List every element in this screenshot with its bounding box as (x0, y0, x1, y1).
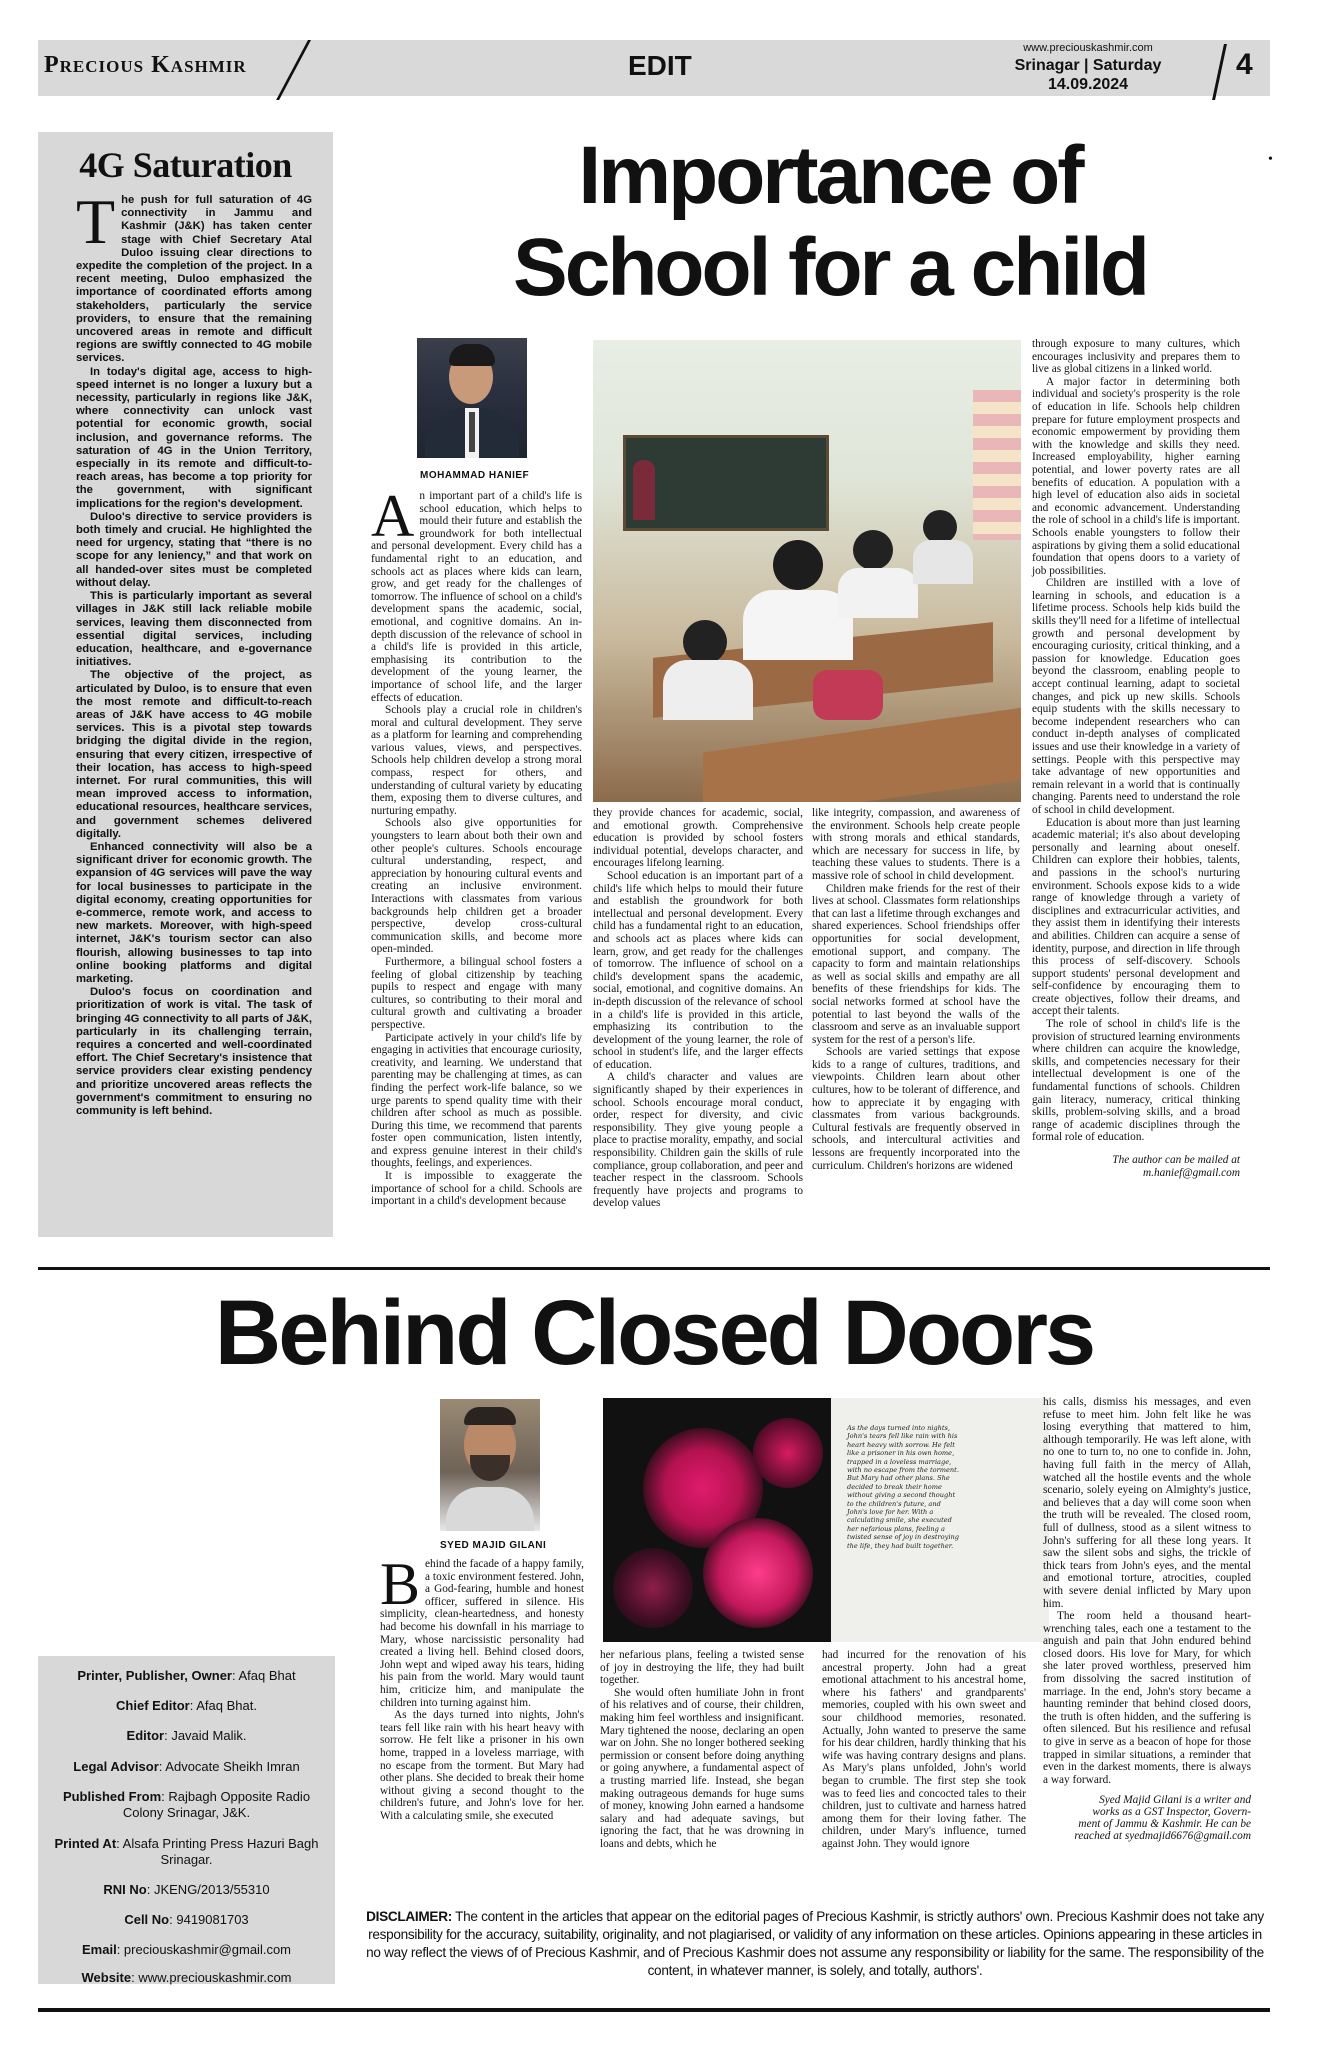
photo-caption-card (831, 1398, 1049, 1642)
sidebar-paragraph: Duloo's focus on coordination and prioritization of work is vital. The task of bringing 4G connectivity to all parts of J&K, particularly in its challenging terrain, requires a concerted and well-coordinated effort. The Chief Secretary's insistence that service providers clear existing pendency and prioritize uncovered areas reflects the government's commitment to ensuring no community is left behind. (76, 986, 312, 1118)
imprint-row: Chief Editor: Afaq Bhat. (116, 1698, 257, 1713)
page-number: 4 (1236, 48, 1253, 81)
masthead-date (998, 56, 1178, 94)
disclaimer (365, 1908, 1265, 1980)
article1-author: MOHAMMAD HANIEF (420, 470, 530, 481)
issue-date: 14.09.2024 (1047, 76, 1129, 93)
imprint-row: Cell No: 9419081703 (124, 1912, 249, 1927)
article1-column-3: like integrity, compassion, and awareness of the environment. Schools help create people with strong morals and ethical standards, which are necessary for success in life, by teaching these values to students. There is a massive role of school in child development. Children make friends for the rest of their lives at school. Classmates form relationships that can last a lifetime through exchanges and shared experiences. School friendships offer opportunities for social development, emotional support, and company. The capacity to form and maintain relationships as well as social skills and empathy are all benefits of these friendships for kids. The social networks formed at school have the potential to last beyond the walls of the classroom and serve as an invaluable support system for the rest of a person's life. Schools are varied settings that expose kids to a range of cultures, traditions, and viewpoints. Children learn about other cultures, how to be tolerant of difference, and how to appreciate it by engaging with classmates from various backgrounds. Cultural festivals are frequently observed in schools, and intercultural activities and lessons are frequently incorporated into the curriculum. Children's horizons are widened (812, 807, 1020, 1172)
imprint-row: Editor: Javaid Malik. (126, 1728, 247, 1743)
imprint-row: Email: preciouskashmir@gmail.com (82, 1942, 291, 1957)
section-divider (38, 1267, 1270, 1270)
sidebar-paragraph: The objective of the project, as articulated by Duloo, is to ensure that even the most remote and difficult-to-reach areas of J&K have access to 4G mobile services. This is a pivotal step towards bridging the digital divide in the region, ensuring that every citizen, irrespective of their location, has access to high-speed internet. For rural communities, this will mean improved access to information, educational resources, healthcare services, and government schemes delivered digitally. (76, 669, 312, 840)
dropcap: T (76, 186, 116, 257)
flowers-photo (603, 1398, 1049, 1642)
masthead (38, 40, 1270, 96)
city-day: Srinagar | Saturday (1014, 57, 1162, 74)
article1-column-4: through exposure to many cultures, which encourages inclusivity and prepares them to live as global citizens in a linked world. A major factor in determining both individual and society's prosperity is the role of education in life. Schools help children prepare for future employment prospects and economic empowerment by providing them with the knowledge and skills they need. Increased employability, higher earning potential, and lower poverty rates are all benefits of education. A population with a high level of education also aids in societal and economic advancement. Understanding the role of school in a child's life is important. Schools enable youngsters to follow their aspirations by giving them a solid educational foundation that opens doors to a variety of job possibilities. Children are instilled with a love of learning in schools, and education is a lifetime process. Schools help kids build the skills they'll need for a lifetime of intellectual growth and personal development by encouraging curiosity, critical thinking, and a passion for knowledge. Education goes beyond the classroom, enabling people to accept continual learning, adapt to societal changes, and pick up new skills. Schools equip students with the skills necessary to become independent researchers who can conduct in-depth analyses of complicated issues and use their knowledge in a variety of settings. People with this perspective may take advantage of new opportunities and remain relevant in a world that is continually changing. Parents need to understand the role of school in child development. Education is about more than just learning academic material; it's also about developing personally and learning about oneself. Children can explore their hobbies, talents, and passions in the school's nurturing environment. Schools expose kids to a wide range of knowledge through a variety of disciplines and extracurricular activities, and they assist them in identifying their interests and abilities. Children can acquire a sense of identity, purpose, and direction in life through this process of self-discovery. Schools support students' personal development and self-confidence by encouraging them to create objectives, follow their dreams, and accept their talents. The role of school in child's life is the provision of structured learning environments where children can acquire the knowledge, skills, and competencies necessary for their intellectual development is one of the fundamental functions of schools. Children gain literacy, numeracy, critical thinking skills, problem-solving skills, and a broad range of academic disciplines through the formal role of education. The author can be mailed at m.hanief@gmail.com (1032, 338, 1240, 1179)
author-photo-mohammad-hanief (417, 338, 527, 458)
masthead-divider (276, 40, 311, 100)
imprint-row: Legal Advisor: Advocate Sheikh Imran (73, 1759, 300, 1774)
sidebar-body (76, 186, 312, 1118)
bottom-rule (38, 2008, 1270, 2012)
disclaimer-label: DISCLAIMER: (366, 1909, 452, 1924)
classroom-photo (593, 340, 1021, 802)
article1-headline: Importance of School for a child (513, 130, 1147, 313)
masthead-website: www.preciouskashmir.com (1023, 42, 1153, 54)
article2-column-4: his calls, dismiss his messages, and even refuse to meet him. John felt like he was losing everything that mattered to him, although temporarily. He was left alone, with no one to turn to, no one to confide in. John, having full faith in the mercy of Allah, watched all the hostile events and the whole scenario, solely eyeing on Almighty's justice, and believes that a day will come soon when the truth will be revealed. The closed room, full of dullness, stood as a silent witness to John's suffering for all these long years. It saw the silent sobs and sighs, the trickle of thick tears from John's eyes, and the mental and emotional torture, atrocities, coupled with severe denial inflicted by Mary upon him. The room held a thousand heart-wrenching tales, each one a testament to the anguish and pain that John endured behind closed doors. His love for Mary, for which she later proved worthless, preserved him from dissolving the sacred institution of marriage. In the end, John's story became a haunting reminder that behind closed doors, the truth is often hidden, and the suffering is often silenced. But his resilience and refusal to give in serve as a beacon of hope for those trapped in similar situations, a reminder that even in the darkest moments, there is always a way forward. Syed Majid Gilani is a writer and works as a GST Inspector, Govern- ment of Jammu & Kashmir. He can be reached at syedmajid6676@gmail.com (1043, 1396, 1251, 1843)
imprint-box (38, 1656, 335, 1984)
photo-caption: As the days turned into nights, John's tears fell like rain with his heart heavy with sorrow. He felt like a prisoner in his own home, trapped in a loveless marriage, with no escape from the torment. But Mary had other plans. She decided to break their home without giving a second thought to the children's future, and John's love for her. With a calculating smile, she executed her nefarious plans, feeling a twisted sense of joy in destroying the life, they had built together. (847, 1424, 959, 1550)
article1-column-2: they provide chances for academic, social, and emotional growth. Comprehensive education is provided by school fosters individual potential, develops character, and encourages lifelong learning. School education is an important part of a child's life which helps to mould their future and establish the groundwork for both intellectual and personal development. Every child has a fundamental right to an education, and schools act as places where kids can learn, grow, and get ready for the challenges of tomorrow. The influence of school on a child's development spans the academic, social, emotional, and cognitive domains. An in-depth discussion of the relevance of school in a child's life is provided in this article, emphasizing its contribution to the development of the young learner, the role of school in student's life, and the larger effects of education. A child's character and values are significantly shaped by their experiences in school. Schools encourage moral conduct, order, respect for diversity, and civic responsibility. They give young people a place to practise morality, empathy, and social responsibility. Children gain the skills of rule compliance, group collaboration, and peer and teacher respect in the classroom. Schools frequently have projects and programs to develop values (593, 807, 803, 1210)
sidebar-paragraph: Duloo's directive to service providers is both timely and crucial. He highlighted the need for urgency, stating that “there is no scope for any leniency,” and that work on all handed-over sites must be completed without delay. (76, 510, 312, 589)
article1-column-1: An important part of a child's life is school education, which helps to mould their future and establish the groundwork for both intellectual and personal development. Every child has a fundamental right to an education, and schools act as places where kids can learn, grow, and get ready for the challenges of tomorrow. The influence of school on a child's development spans the academic, social, emotional, and cognitive domains. An in-depth discussion of the relevance of school in a child's life is provided in this article, emphasising its contribution to the development of the young learner, the importance of school life, and the larger effects of education. Schools play a crucial role in children's moral and cultural development. They serve as a platform for learning and comprehending various values, views, and perspectives. Schools help children develop a strong moral compass, respect for others, and understanding of cultural variety by educating them, exposing them to diverse cultures, and nurturing empathy. Schools also give opportunities for youngsters to learn about both their own and other people's cultures. Schools encourage cultural understanding, respect, and appreciation by honouring cultural events and creating an inclusive environment. Interactions with classmates from various backgrounds help children get a broader perspective, develop cross-cultural communication skills, and become more open-minded. Furthermore, a bilingual school fosters a feeling of global citizenship by teaching pupils to respect and engage with many cultures, so contributing to their moral and cultural growth and cultivating a broader perspective. Participate actively in your child's life by engaging in activities that encourage curiosity, creativity, and learning. We understand that parenting may be challenging at times, as can finding the perfect work-life balance, so we urge parents to spend quality time with their children after school as much as possible. During this time, we recommend that parents foster open communication, listen intently, and express genuine interest in their child's thoughts, feelings, and experiences. It is impossible to exaggerate the importance of school for a child. Schools are important in a child's development because (371, 483, 582, 1208)
dropcap: B (380, 1551, 421, 1617)
imprint-row: Printed At: Alsafa Printing Press Hazuri Bagh Srinagar. (54, 1836, 319, 1867)
brand-logo: Precious Kashmir (44, 52, 247, 78)
disclaimer-text: The content in the articles that appear on the editorial pages of Precious Kashmir, is strictly authors' own. Precious Kashmir does not take any responsibility for the accuracy, suitability, originality, and not plagiarised, or validity of any information on these articles. Opinions appearing in these articles in no way reflect the views of of Precious Kashmir, and of Precious Kashmir does not assume any responsibility or liability for the same. The responsibility of the content, in whatever manner, is solely, and totally, authors'. (366, 1909, 1264, 1978)
sidebar-paragraph: In today's digital age, access to high-speed internet is no longer a luxury but a necessity, particularly in regions like J&K, where connectivity can unlock vast potential for economic growth, social inclusion, and governance reforms. The saturation of 4G in the Union Territory, especially in its remote and difficult-to-reach areas, has become a top priority for the government, with significant implications for the region's development. (76, 365, 312, 510)
sidebar-paragraph: Enhanced connectivity will also be a significant driver for economic growth. The expansion of 4G services will pave the way for local businesses to participate in the digital economy, creating opportunities for e-commerce, remote work, and access to new markets. Moreover, with high-speed internet, J&K's tourism sector can also flourish, allowing businesses to tap into online booking platforms and digital marketing. (76, 840, 312, 985)
sidebar-paragraph: The push for full saturation of 4G connectivity in Jammu and Kashmir (J&K) has taken center stage with Chief Secretary Atal Duloo issuing clear directions to expedite the completion of the project. In a recent meeting, Duloo emphasized the importance of coordinated efforts among stakeholders, particularly the service providers, to ensure that the remaining uncovered areas in remote and difficult regions are swiftly connected to 4G mobile services. (76, 186, 312, 365)
article2-column-3: had incurred for the renovation of his ancestral property. John had a great emotional attachment to his ancestral home, where his fathers' and grandparents' memories, coupled with his own sweet and sour childhood memories, resonated. Actually, John wanted to preserve the same for his dear children, hardly thinking that his wife was having contrary designs and plans. As Mary's plans unfolded, John's world began to crumble. The first step she took was to feed lies and concocted tales to their children, just to cultivate and harness hatred among them for their loving father. The children, under Mary's influence, turned against John. They would ignore (822, 1649, 1026, 1850)
article2-headline: Behind Closed Doors (214, 1282, 1094, 1384)
sidebar-editorial (38, 132, 333, 1237)
imprint-row: RNI No: JKENG/2013/55310 (103, 1882, 270, 1897)
author-photo-syed-majid-gilani (440, 1399, 540, 1531)
ornament-dot: • (1268, 152, 1273, 167)
section-label: EDIT (628, 50, 692, 81)
article2-author: SYED MAJID GILANI (440, 1540, 547, 1551)
page-number-divider (1212, 44, 1227, 100)
imprint-row: Published From: Rajbagh Opposite Radio Colony Srinagar, J&K. (62, 1789, 311, 1820)
imprint-row: Printer, Publisher, Owner: Afaq Bhat (77, 1668, 296, 1683)
article1-signoff: The author can be mailed at m.hanief@gmail.com (1112, 1154, 1240, 1179)
sidebar-paragraph: This is particularly important as several villages in J&K still lack reliable mobile services, leaving them disconnected from essential digital services, including education, healthcare, and e-governance initiatives. (76, 590, 312, 669)
imprint-row: Website: www.preciouskashmir.com (81, 1970, 292, 1985)
article2-column-1: Behind the facade of a happy family, a toxic environment festered. John, a God-fearing, humble and honest officer, suffered in silence. His simplicity, clean-heartedness, and honesty had become his downfall in his marriage to Mary, whose narcissistic personality had created a living hell. Behind closed doors, John wept and wiped away his tears, hiding his pain from the world. Mary would taunt him, criticize him, and manipulate the children into turning against him. As the days turned into nights, John's tears fell like rain with his heart heavy with sorrow. He felt like a prisoner in his own home, trapped in a loveless marriage, with no escape from the torment. But Mary had other plans. She decided to break their home without giving a second thought to the children's future, and John's love for her. With a calculating smile, she executed (380, 1551, 584, 1822)
sidebar-title: 4G Saturation (79, 145, 292, 185)
article2-column-2: her nefarious plans, feeling a twisted sense of joy in destroying the life, they had built together. She would often humiliate John in front of his relatives and of course, their children, making him feel worthless and insignificant. Mary tightened the noose, declaring an open war on John. She no longer bothered seeking permission or consent before doing anything or going anywhere, a fundamental aspect of a trusting married life. Instead, she began making outrageous demands for huge sums of money, knowing John earned a handsome salary and had adequate savings, but ignoring the fact, that he was drowning in loans and debts, which he (600, 1649, 804, 1850)
article2-signoff: Syed Majid Gilani is a writer and works as a GST Inspector, Govern- ment of Jammu & Kashmir. He can be reached at syedmajid6676@gmail.com (1074, 1794, 1251, 1843)
dropcap: A (371, 483, 415, 549)
